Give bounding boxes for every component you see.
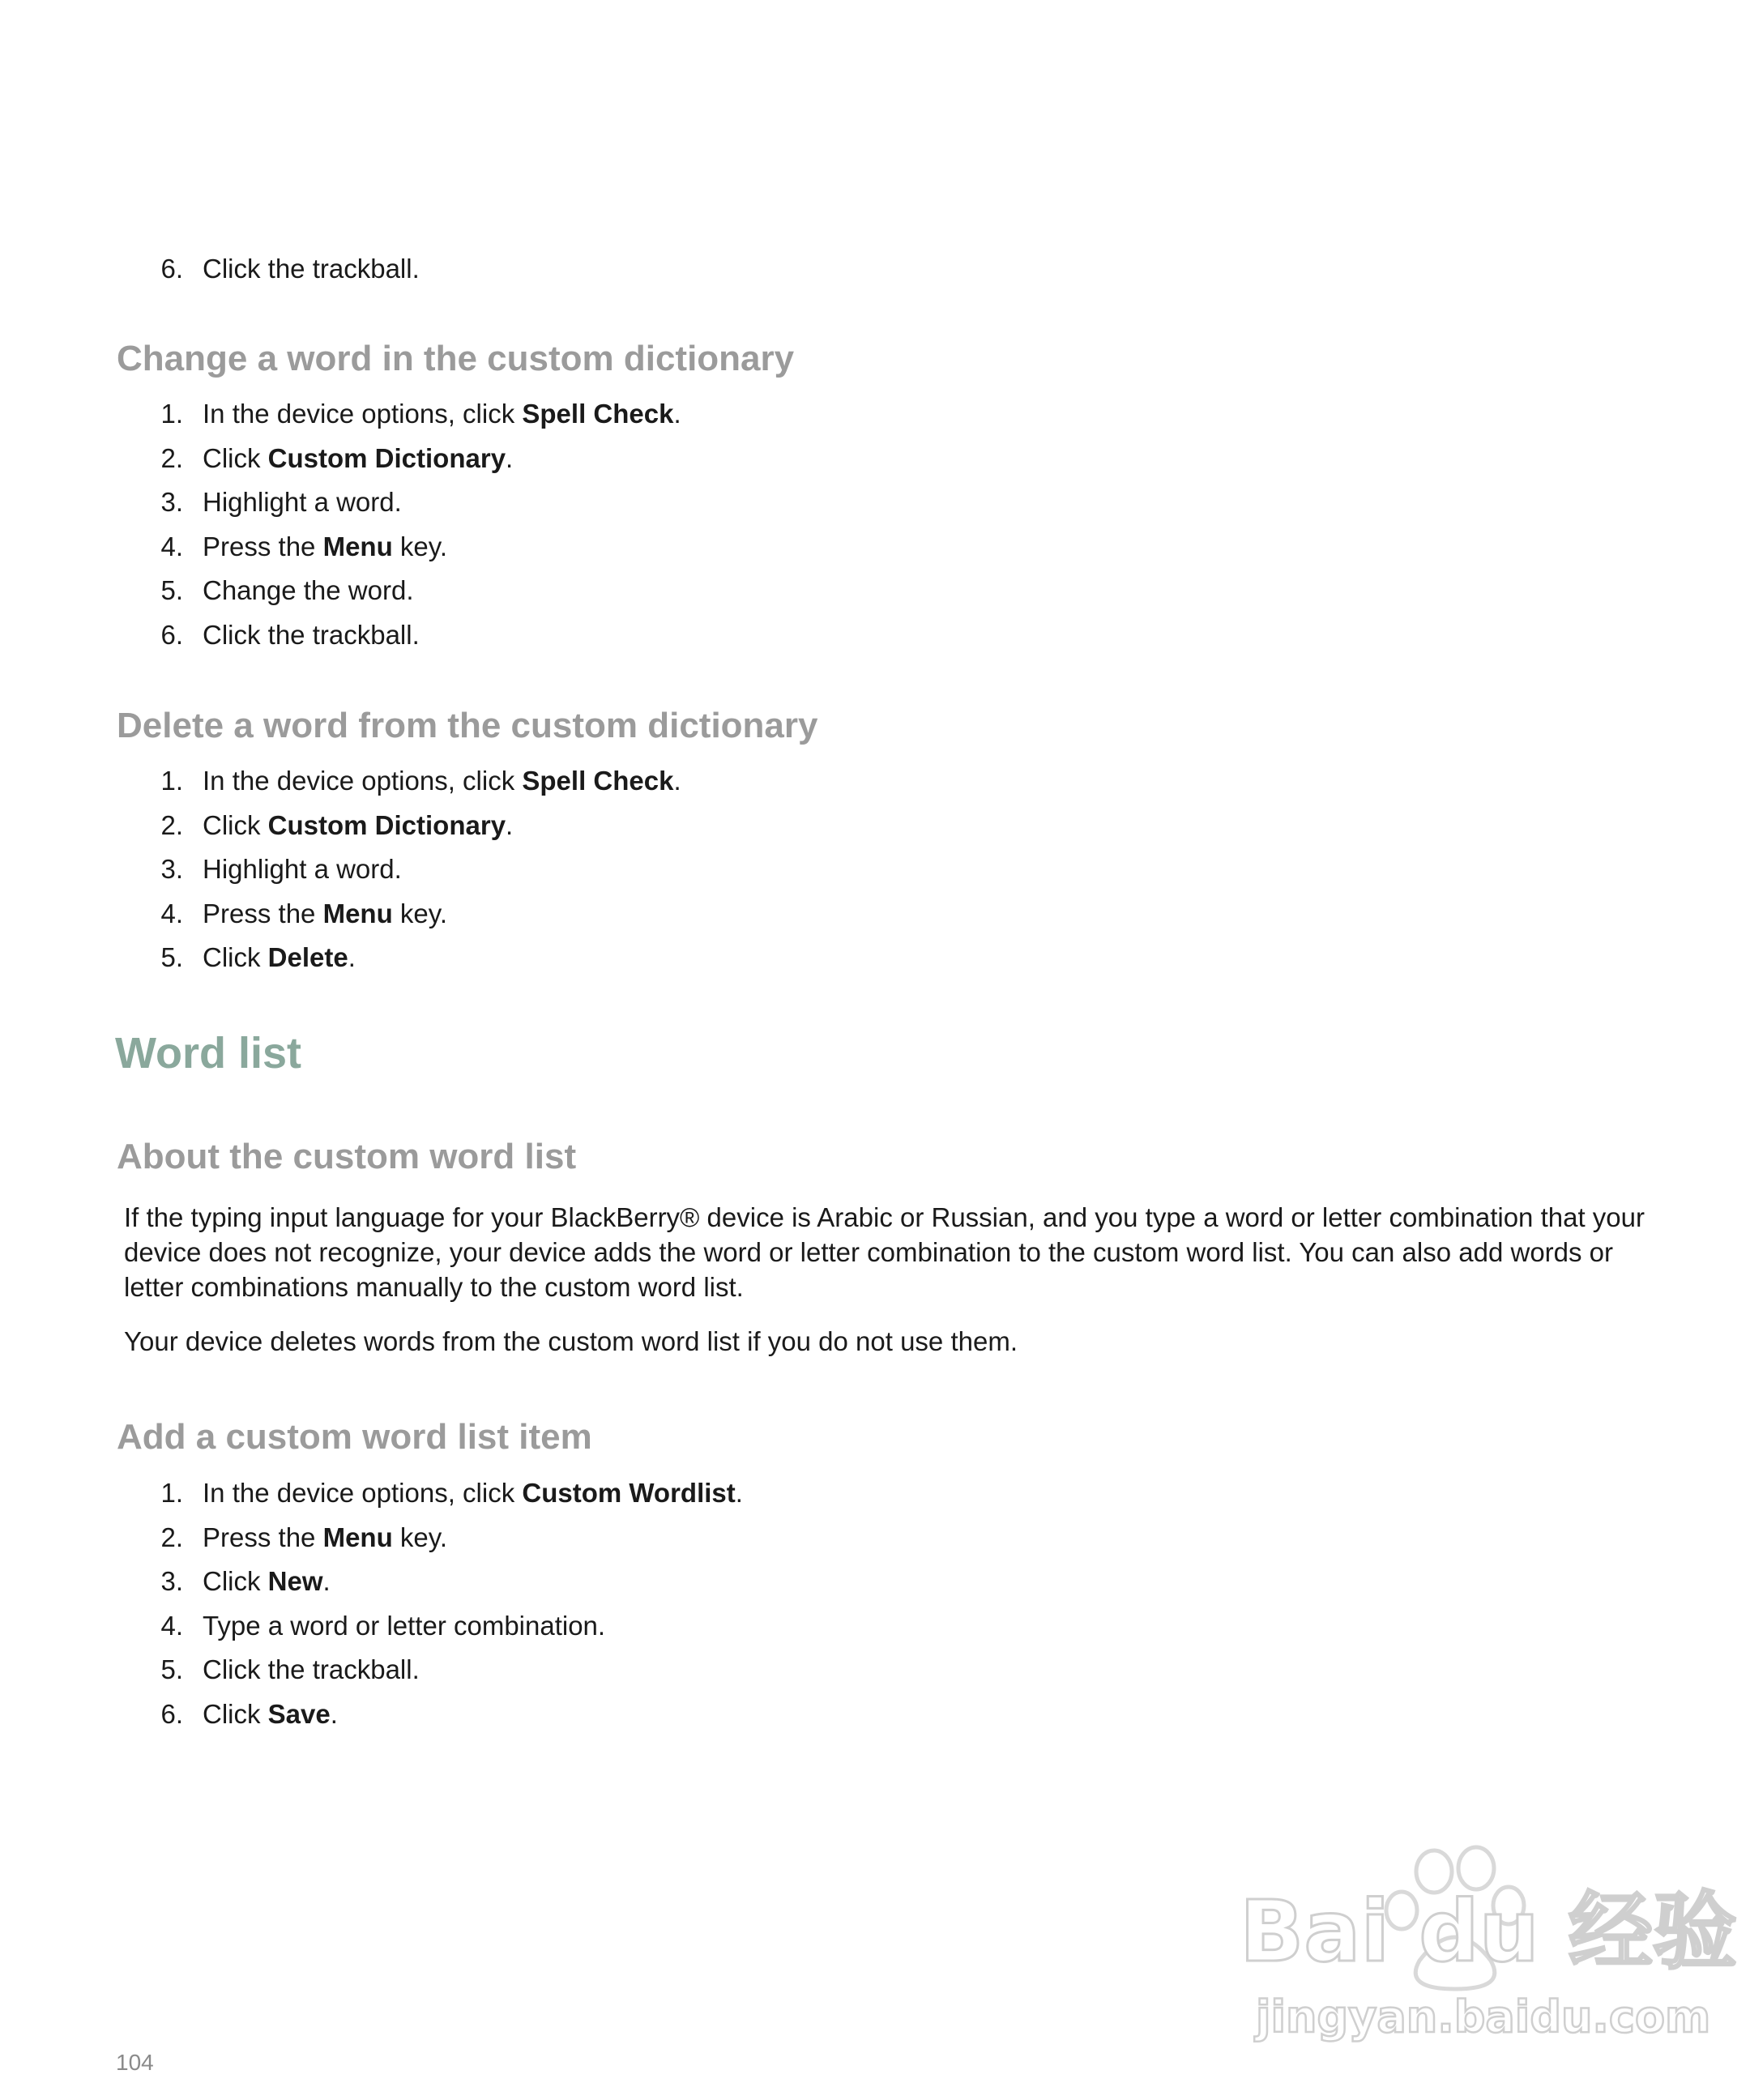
step-number: 1. <box>160 766 183 796</box>
step-text-trailing: . <box>330 1698 338 1729</box>
step-text-trailing: . <box>348 942 356 972</box>
list-item <box>0 1648 1750 1692</box>
heading-change-word: Change a word in the custom dictionary <box>117 339 795 378</box>
step-text <box>203 1604 605 1649</box>
list-item <box>0 759 1750 804</box>
step-number: 5. <box>160 1654 183 1684</box>
heading-word-list: Word list <box>115 1029 302 1078</box>
list-item <box>0 392 1750 437</box>
heading-delete-word: Delete a word from the custom dictionary <box>117 706 818 745</box>
step-number: 2. <box>160 1522 183 1552</box>
step-number: 4. <box>160 898 183 928</box>
step-text-plain: In the device options, click <box>203 399 523 429</box>
step-number: 5. <box>160 575 183 605</box>
baidu-watermark <box>1240 1839 1737 2058</box>
step-text-plain: Click <box>203 1698 268 1729</box>
list-item <box>0 1516 1750 1560</box>
add-item-steps <box>0 1471 1750 1736</box>
step-text-plain: Highlight a word. <box>203 854 402 884</box>
step-text-plain: Click <box>203 809 268 840</box>
step-text-trailing: key. <box>392 1522 447 1552</box>
heading-add-word-list-item: Add a custom word list item <box>117 1417 592 1457</box>
step-text <box>203 804 513 848</box>
list-item <box>0 847 1750 892</box>
step-text-trailing: . <box>735 1478 743 1508</box>
step-text-trailing: . <box>506 809 514 840</box>
top-steps <box>0 247 1750 292</box>
list-item <box>0 525 1750 570</box>
step-text-trailing: . <box>673 399 681 429</box>
step-text <box>203 392 681 437</box>
step-ui-term: Spell Check <box>522 399 674 429</box>
step-number: 5. <box>160 942 183 972</box>
step-text <box>203 525 447 570</box>
step-text-plain: Press the <box>203 898 323 928</box>
list-item <box>0 1471 1750 1516</box>
step-text-plain: Click <box>203 442 268 473</box>
list-item <box>0 804 1750 848</box>
step-number: 6. <box>160 1698 183 1729</box>
step-number: 3. <box>160 487 183 517</box>
about-paragraph-2: Your device deletes words from the custom word list if you do not use them. <box>124 1326 1018 1356</box>
step-number: 6. <box>160 619 183 650</box>
watermark-brand: Bai du 经验 <box>1240 1882 1737 1981</box>
list-item <box>0 569 1750 613</box>
step-text-trailing: . <box>673 766 681 796</box>
step-text-plain: Change the word. <box>203 575 414 605</box>
step-ui-term: Menu <box>322 531 393 561</box>
step-number: 1. <box>160 399 183 429</box>
step-text <box>203 892 447 937</box>
step-text <box>203 437 513 481</box>
step-text <box>203 1560 331 1604</box>
step-ui-term: Custom Dictionary <box>267 442 506 473</box>
step-text <box>203 1516 447 1560</box>
step-number: 4. <box>160 531 183 561</box>
page-number: 104 <box>116 2050 154 2075</box>
step-text <box>203 480 402 525</box>
step-text-trailing: . <box>506 442 514 473</box>
step-ui-term: Delete <box>267 942 348 972</box>
step-text-plain: In the device options, click <box>203 1478 523 1508</box>
list-item <box>0 613 1750 658</box>
list-item <box>0 480 1750 525</box>
step-ui-term: Menu <box>322 898 393 928</box>
list-item <box>0 1560 1750 1604</box>
step-ui-term: New <box>267 1566 323 1596</box>
step-ui-term: Custom Dictionary <box>267 809 506 840</box>
step-number: 3. <box>160 1566 183 1596</box>
step-text-plain: Highlight a word. <box>203 487 402 517</box>
list-item <box>0 936 1750 980</box>
change-word-steps <box>0 392 1750 657</box>
step-text <box>203 247 420 292</box>
list-item <box>0 1692 1750 1737</box>
step-text-plain: Click <box>203 1566 268 1596</box>
list-item <box>0 437 1750 481</box>
step-number: 6. <box>160 254 183 284</box>
heading-about-word-list: About the custom word list <box>117 1137 577 1176</box>
watermark-url: jingyan.baidu.com <box>1256 1991 1711 2042</box>
step-number: 1. <box>160 1478 183 1508</box>
step-text-trailing: key. <box>392 898 447 928</box>
list-item <box>0 892 1750 937</box>
step-text-plain: Click <box>203 942 268 972</box>
step-text-plain: In the device options, click <box>203 766 523 796</box>
delete-word-steps <box>0 759 1750 980</box>
step-ui-term: Save <box>267 1698 331 1729</box>
step-text <box>203 759 681 804</box>
step-text <box>203 847 402 892</box>
step-ui-term: Custom Wordlist <box>522 1478 736 1508</box>
step-text <box>203 936 356 980</box>
list-item <box>0 1604 1750 1649</box>
step-number: 2. <box>160 809 183 840</box>
step-number: 2. <box>160 442 183 473</box>
step-text-plain: Press the <box>203 1522 323 1552</box>
step-ui-term: Spell Check <box>522 766 674 796</box>
step-text-plain: Press the <box>203 531 323 561</box>
step-text-trailing: . <box>322 1566 331 1596</box>
step-text-plain: Click the trackball. <box>203 619 420 650</box>
step-text-plain: Click the trackball. <box>203 254 420 284</box>
step-number: 4. <box>160 1610 183 1641</box>
about-paragraph-1: If the typing input language for your BlackBerry® device is Arabic or Russian, and you type a word or letter combination that your device does not recognize, your device adds the word or letter combination to the custom word list. You can also add words or letter combinations manually to the custom word list. <box>124 1202 1645 1302</box>
step-text-trailing: key. <box>392 531 447 561</box>
step-text <box>203 1648 420 1692</box>
step-text <box>203 1692 338 1737</box>
step-number: 3. <box>160 854 183 884</box>
step-text <box>203 1471 743 1516</box>
step-text-plain: Click the trackball. <box>203 1654 420 1684</box>
list-item <box>0 247 1750 292</box>
step-ui-term: Menu <box>322 1522 393 1552</box>
step-text <box>203 613 420 658</box>
step-text <box>203 569 414 613</box>
step-text-plain: Type a word or letter combination. <box>203 1610 606 1641</box>
